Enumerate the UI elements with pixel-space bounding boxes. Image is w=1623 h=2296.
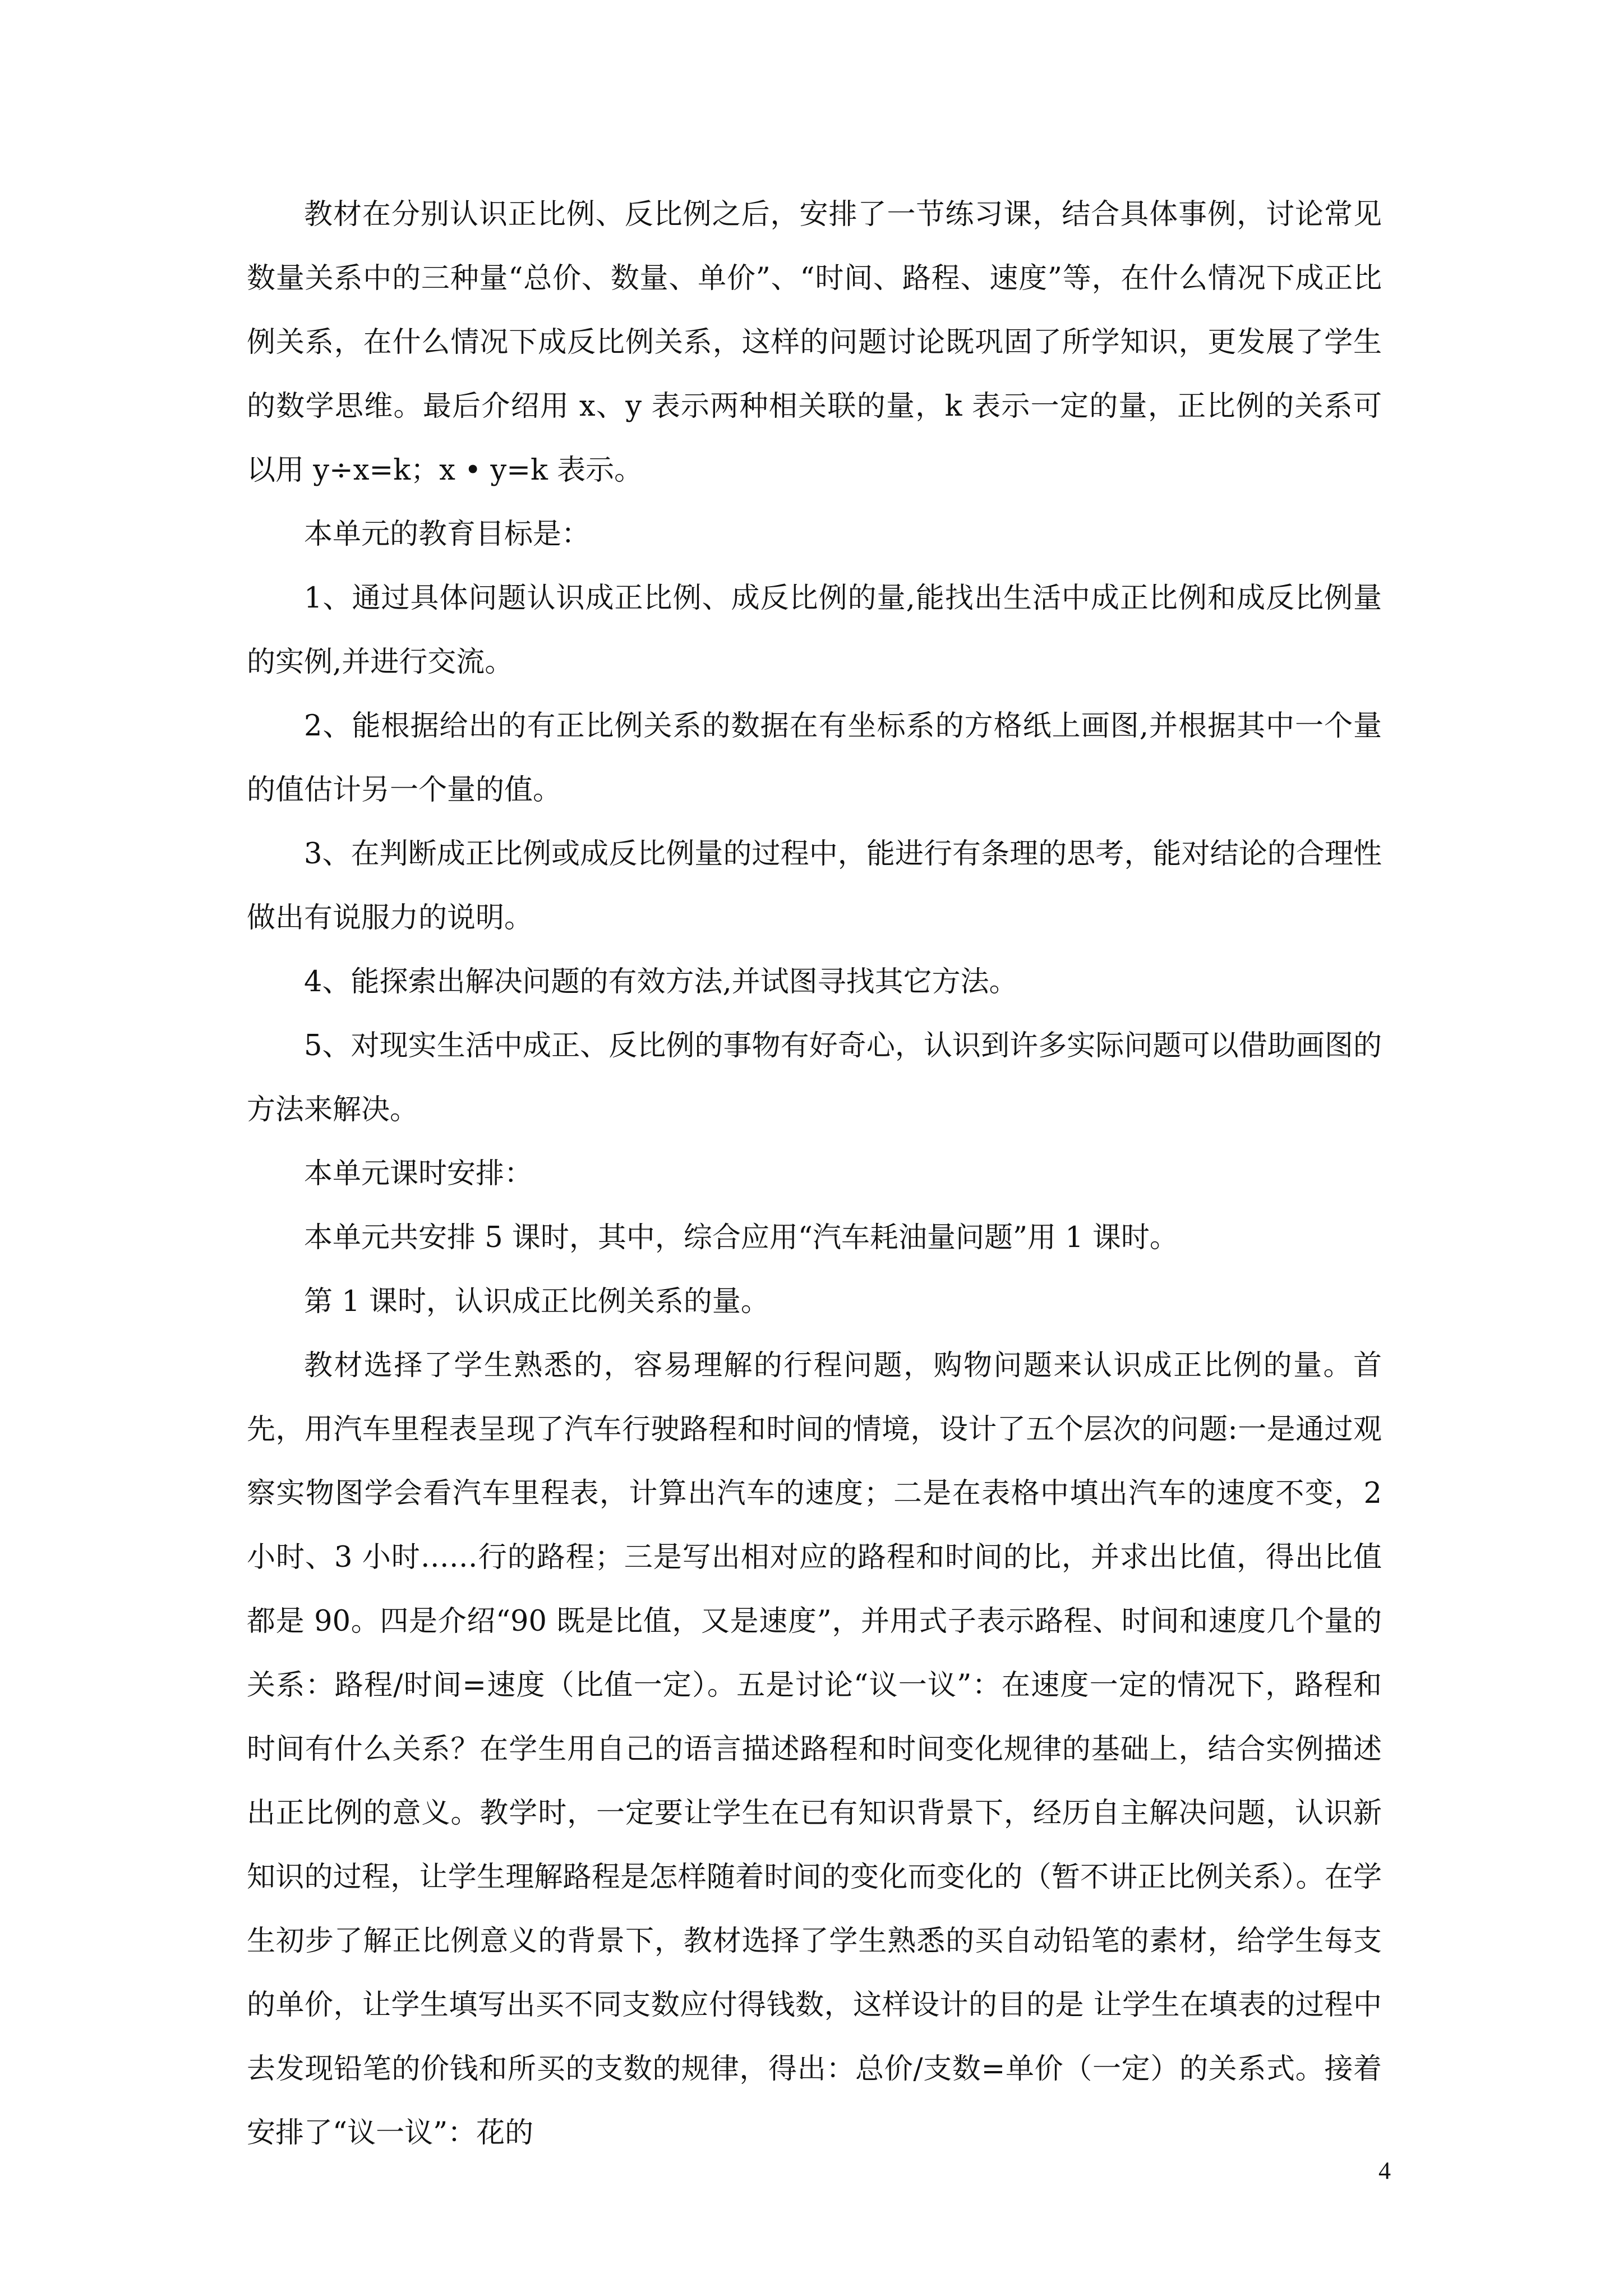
paragraph-goal-3: 3、在判断成正比例或成反比例量的过程中，能进行有条理的思考，能对结论的合理性做出有说服力的说明。 [247, 838, 1382, 935]
body-text [247, 183, 1382, 2165]
page-number: 4 [1378, 2157, 1391, 2184]
paragraph-lesson-1-body: 教材选择了学生熟悉的，容易理解的行程问题，购物问题来认识成正比例的量。首先，用汽车里程表呈现了汽车行驶路程和时间的情境，设计了五个层次的问题:一是通过观察实物图学会看汽车里程表，计算出汽车的速度；二是在表格中填出汽车的速度不变，2 小时、3 小时……行的路程；三是写出相对应的路程和时间的比，并求出比值，得出比值都是 90。四是介绍“90 既是比值，又是速度”，并用式子表示路程、时间和速度几个量的关系：路程/时间=速度（比值一定）。五是讨论“议一议”：在速度一定的情况下，路程和时间有什么关系？在学生用自己的语言描述路程和时间变化规律的基础上，结合实例描述出正比例的意义。教学时，一定要让学生在已有知识背景下，经历自主解决问题，认识新知识的过程，让学生理解路程是怎样随着时间的变化而变化的（暂不讲正比例关系）。在学生初步了解正比例意义的背景下，教材选择了学生熟悉的买自动铅笔的素材，给学生每支的单价，让学生填写出买不同支数应付得钱数，这样设计的目的是 让学生在填表的过程中去发现铅笔的价钱和所买的支数的规律，得出：总价/支数=单价（一定）的关系式。接着安排了“议一议”：花的 [247, 1349, 1382, 2150]
paragraph-goals-heading: 本单元的教育目标是： [304, 518, 591, 551]
paragraph-schedule-summary: 本单元共安排 5 课时，其中，综合应用“汽车耗油量问题”用 1 课时。 [304, 1221, 1178, 1254]
paragraph-lesson-1-title: 第 1 课时，认识成正比例关系的量。 [304, 1285, 769, 1318]
paragraph-goal-1: 1、通过具体问题认识成正比例、成反比例的量,能找出生活中成正比例和成反比例量的实例,并进行交流。 [247, 582, 1382, 679]
paragraph-goal-4: 4、能探索出解决问题的有效方法,并试图寻找其它方法。 [304, 965, 1018, 999]
paragraph-goal-5: 5、对现实生活中成正、反比例的事物有好奇心，认识到许多实际问题可以借助画图的方法来解决。 [247, 1029, 1382, 1126]
paragraph-goal-2: 2、能根据给出的有正比例关系的数据在有坐标系的方格纸上画图,并根据其中一个量的值估计另一个量的值。 [247, 710, 1382, 807]
paragraph-schedule-heading: 本单元课时安排： [304, 1157, 533, 1190]
paragraph-intro: 教材在分别认识正比例、反比例之后，安排了一节练习课，结合具体事例，讨论常见数量关系中的三种量“总价、数量、单价”、“时间、路程、速度”等，在什么情况下成正比例关系，在什么情况下成反比例关系，这样的问题讨论既巩固了所学知识，更发展了学生的数学思维。最后介绍用 x、y 表示两种相关联的量，k 表示一定的量，正比例的关系可以用 y÷x=k；x • y=k 表示。 [247, 198, 1382, 487]
